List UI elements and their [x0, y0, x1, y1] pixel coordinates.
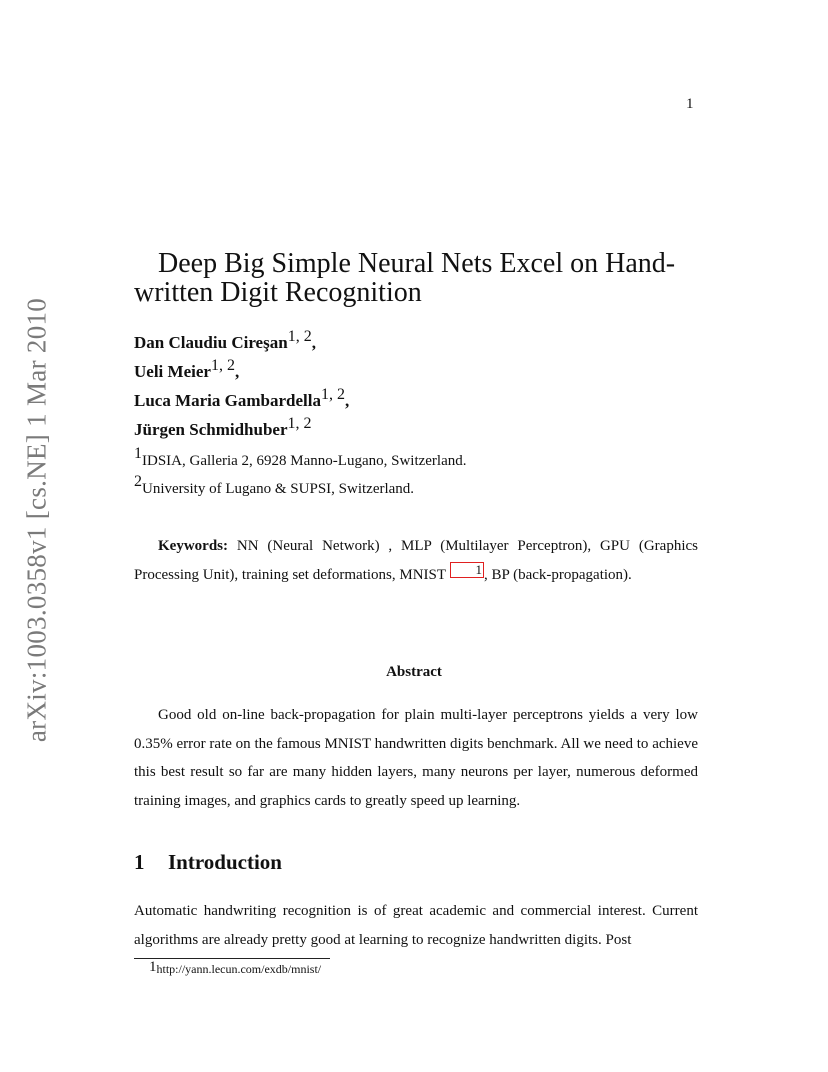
author-3 [134, 386, 350, 411]
arxiv-side-identifier: arXiv:1003.0358v1 [cs.NE] 1 Mar 2010 [21, 297, 52, 743]
author-affil-mark: 1, 2 [287, 415, 312, 432]
author-affil-mark: 1, 2 [210, 357, 235, 374]
footnote-divider [134, 958, 330, 959]
footnote-link[interactable]: 1 [450, 562, 485, 578]
author-4 [134, 415, 312, 440]
footnote-url[interactable]: http://yann.lecun.com/exdb/mnist/ [156, 962, 322, 976]
affiliation-mark: 2 [134, 473, 142, 490]
author-name: Dan Claudiu Cireşan [134, 333, 288, 352]
affiliation-1 [134, 445, 467, 470]
title-line-2: written Digit Recognition [134, 277, 422, 308]
footnote-mark: 1 [149, 959, 157, 975]
author-suffix: , [234, 362, 240, 381]
keywords-text-end: , BP (back-propagation). [484, 567, 632, 583]
author-1 [134, 328, 316, 353]
author-name: Jürgen Schmidhuber [134, 420, 288, 439]
author-affil-mark: 1, 2 [287, 328, 312, 345]
section-number: 1 [134, 850, 145, 874]
author-2 [134, 357, 240, 382]
keywords [134, 532, 698, 590]
abstract-heading: Abstract [386, 664, 442, 680]
affiliation-mark: 1 [134, 445, 142, 462]
affiliation-text: University of Lugano & SUPSI, Switzerland. [142, 481, 415, 497]
author-suffix: , [311, 333, 316, 352]
keywords-text: NN (Neural Network) , MLP (Multilayer Perceptron), GPU (Graphics Processing Unit), training set deformations, MNIST [134, 538, 698, 583]
author-suffix: , [344, 391, 350, 410]
affiliation-2 [134, 473, 415, 498]
introduction-text: Automatic handwriting recognition is of great academic and commercial interest. Current algorithms are already pretty good at learning to recognize handwritten digits. Post [134, 903, 698, 948]
page-number: 1 [686, 96, 694, 112]
author-name: Luca Maria Gambardella [134, 391, 321, 410]
title-line-1: Deep Big Simple Neural Nets Excel on Hand- [158, 248, 676, 279]
keywords-label: Keywords: [158, 538, 228, 554]
footnote [149, 959, 322, 977]
paper-title [134, 249, 704, 307]
section-title: Introduction [168, 850, 282, 874]
author-name: Ueli Meier [134, 362, 211, 381]
author-affil-mark: 1, 2 [320, 386, 345, 403]
abstract-text: Good old on-line back-propagation for plain multi-layer perceptrons yields a very low 0.35% error rate on the famous MNIST handwritten digits benchmark. All we need to achieve this best result so far are many hidden layers, many neurons per layer, numerous deformed training images, and graphics cards to greatly speed up learning. [134, 707, 698, 809]
section-heading [134, 850, 282, 875]
affiliation-text: IDSIA, Galleria 2, 6928 Manno-Lugano, Switzerland. [142, 453, 467, 469]
